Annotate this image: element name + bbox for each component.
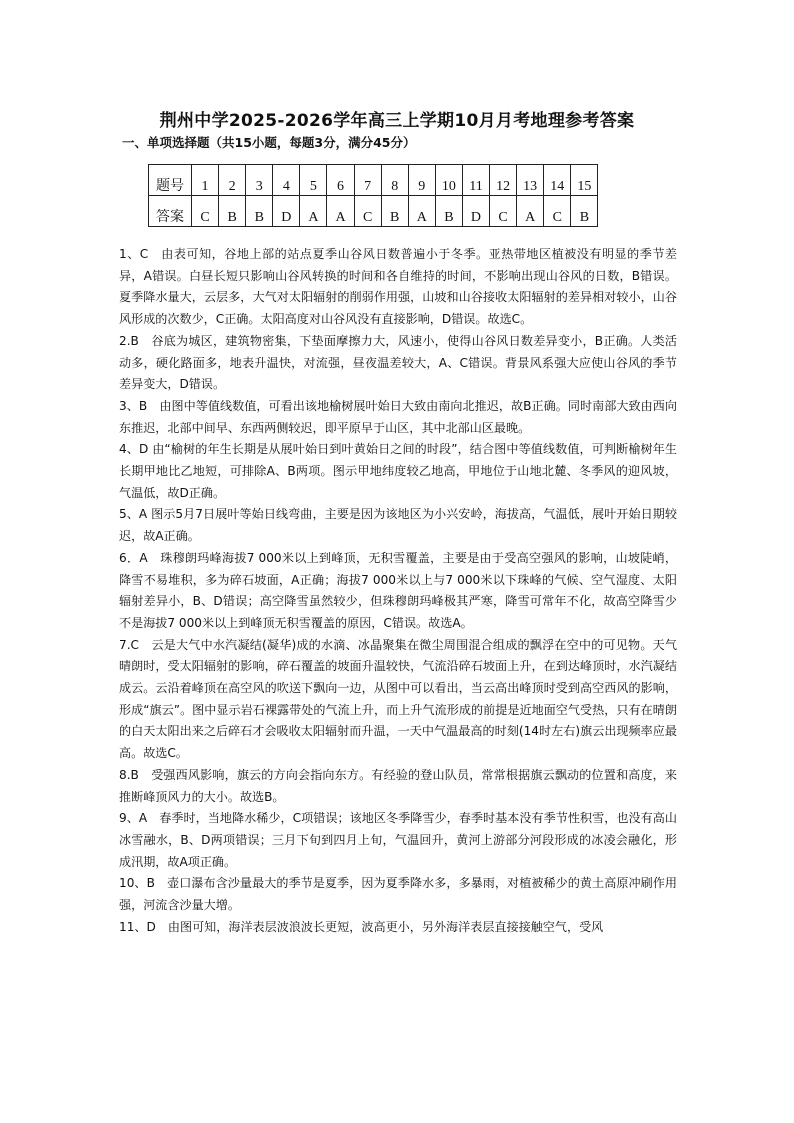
answer-cell: C xyxy=(544,196,571,227)
number-cell: 6 xyxy=(327,165,354,196)
explanation-paragraph: 2.B 谷底为城区，建筑物密集，下垫面摩擦力大，风速小，使得山谷风日数差异变小，B正确。人类活动多，硬化路面多，地表升温快，对流强，昼夜温差较大，A、C错误。背景风系强大应使山谷风的季节差异变大，D错误。 xyxy=(119,333,677,392)
row-label-number: 题号 xyxy=(149,165,192,196)
document-title: 荆州中学2025-2026学年高三上学期10月月考地理参考答案 xyxy=(159,111,635,131)
explanation-paragraph: 8.B 受强西风影响，旗云的方向会指向东方。有经验的登山队员，常常根据旗云飘动的位置和高度，来推断峰顶风力的大小。故选B。 xyxy=(119,767,677,804)
answer-cell: A xyxy=(408,196,435,227)
number-cell: 11 xyxy=(462,165,489,196)
number-cell: 12 xyxy=(490,165,517,196)
explanation-paragraph: 3、B 由图中等值线数值，可看出该地榆树展叶始日大致由南向北推迟，故B正确。同时南部大致由西向东推迟，北部中间早、东西两侧较迟，即平原早于山区，其中北部山区最晚。 xyxy=(119,398,677,435)
number-cell: 14 xyxy=(544,165,571,196)
number-cell: 8 xyxy=(381,165,408,196)
answer-cell: B xyxy=(571,196,598,227)
answer-cell: A xyxy=(327,196,354,227)
answer-cell: C xyxy=(192,196,219,227)
number-cell: 5 xyxy=(300,165,327,196)
explanation-paragraph: 10、B 壶口瀑布含沙量最大的季节是夏季，因为夏季降水多，多暴雨，对植被稀少的黄土高原冲刷作用强，河流含沙量大增。 xyxy=(119,876,677,913)
number-cell: 10 xyxy=(435,165,462,196)
answer-cell: B xyxy=(219,196,246,227)
explanation-paragraph: 5、A 图示5月7日展叶等始日线弯曲，主要是因为该地区为小兴安岭，海拔高，气温低，展叶开始日期较迟，故A正确。 xyxy=(119,507,677,544)
number-cell: 3 xyxy=(246,165,273,196)
answer-cell: D xyxy=(462,196,489,227)
answer-table-answer-row xyxy=(149,196,598,227)
row-label-answer: 答案 xyxy=(149,196,192,227)
answer-cell: D xyxy=(273,196,300,227)
answer-table-number-row xyxy=(149,165,598,196)
answer-cell: B xyxy=(381,196,408,227)
answer-cell: B xyxy=(246,196,273,227)
section-heading: 一、单项选择题（共15小题，每题3分，满分45分） xyxy=(122,135,416,150)
number-cell: 9 xyxy=(408,165,435,196)
number-cell: 15 xyxy=(571,165,598,196)
answer-table xyxy=(148,164,598,227)
explanation-paragraph: 1、C 由表可知，谷地上部的站点夏季山谷风日数普遍小于冬季。亚热带地区植被没有明显的季节差异，A错误。白昼长短只影响山谷风转换的时间和各自维持的时间，不影响出现山谷风的日数，B错误。夏季降水量大，云层多，大气对太阳辐射的削弱作用强，山坡和山谷接收太阳辐射的差异相对较小，山谷风形成的次数少，C正确。太阳高度对山谷风没有直接影响，D错误。故选C。 xyxy=(119,247,677,327)
explanations xyxy=(119,244,677,939)
answer-cell: C xyxy=(490,196,517,227)
answer-cell: C xyxy=(354,196,381,227)
answer-cell: A xyxy=(300,196,327,227)
explanation-paragraph: 11、D 由图可知，海洋表层波浪波长更短，波高更小，另外海洋表层直接接触空气，受风 xyxy=(119,919,604,934)
answer-cell: B xyxy=(435,196,462,227)
number-cell: 7 xyxy=(354,165,381,196)
answer-cell: A xyxy=(517,196,544,227)
explanation-paragraph: 9、A 春季时，当地降水稀少，C项错误；该地区冬季降雪少，春季时基本没有季节性积雪，也没有高山冰雪融水，B、D两项错误；三月下旬到四月上旬，气温回升，黄河上游部分河段形成的冰凌会融化，形成汛期，故A项正确。 xyxy=(119,811,677,869)
number-cell: 4 xyxy=(273,165,300,196)
number-cell: 1 xyxy=(192,165,219,196)
explanation-paragraph: 4、D 由“榆树的年生长期是从展叶始日到叶黄始日之间的时段”，结合图中等值线数值，可判断榆树年生长期甲地比乙地短，可排除A、B两项。图示甲地纬度较乙地高，甲地位于山地北麓、冬季风的迎风坡，气温低，故D正确。 xyxy=(119,442,677,500)
number-cell: 2 xyxy=(219,165,246,196)
explanation-paragraph: 7.C 云是大气中水汽凝结(凝华)成的水滴、冰晶聚集在微尘周围混合组成的飘浮在空中的可见物。天气晴朗时，受太阳辐射的影响，碎石覆盖的坡面升温较快，气流沿碎石坡面上升，在到达峰顶时，水汽凝结成云。云沿着峰顶在高空风的吹送下飘向一边，从图中可以看出，当云高出峰顶时受到高空西风的影响，形成“旗云”。图中显示岩石裸露带处的气流上升，而上升气流形成的前提是近地面空气受热，只有在晴朗的白天太阳出来之后碎石才会吸收太阳辐射而升温，一天中气温最高的时刻(14时左右)旗云出现频率应最高。故选C。 xyxy=(119,637,677,761)
explanation-paragraph: 6．A 珠穆朗玛峰海拔7 000米以上到峰顶，无积雪覆盖，主要是由于受高空强风的影响，山坡陡峭，降雪不易堆积，多为碎石坡面，A正确；海拔7 000米以上与7 000米以下珠峰的气候、空气湿度、太阳辐射差异小，B、D错误；高空降雪虽然较少，但珠穆朗玛峰极其严寒，降雪可常年不化，故高空降雪少不是海拔7 000米以上到峰顶无积雪覆盖的原因，C错误。故选A。 xyxy=(119,550,677,630)
number-cell: 13 xyxy=(517,165,544,196)
